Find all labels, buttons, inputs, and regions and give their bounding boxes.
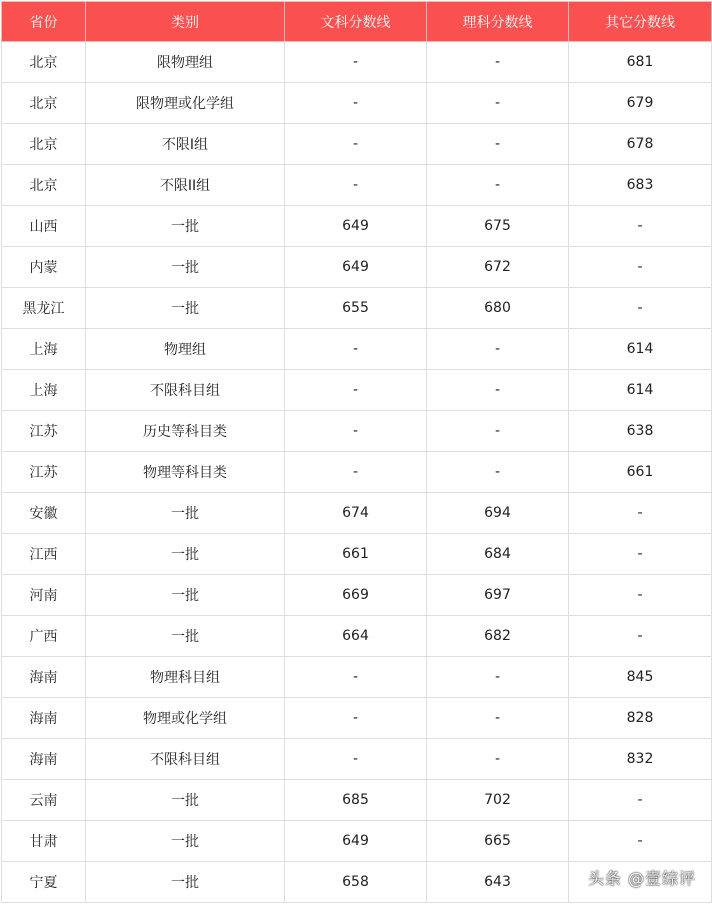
cell-category: 一批 [86, 493, 285, 534]
cell-other-score: 678 [569, 124, 712, 165]
cell-science-score: - [427, 42, 569, 83]
cell-category: 不限科目组 [86, 370, 285, 411]
cell-arts-score: - [285, 124, 427, 165]
table-row [2, 452, 712, 493]
cell-category: 一批 [86, 616, 285, 657]
watermark: 头条 @壹综评 [587, 869, 696, 888]
cell-arts-score: - [285, 370, 427, 411]
cell-category: 不限科目组 [86, 739, 285, 780]
cell-science-score: - [427, 452, 569, 493]
cell-science-score: - [427, 370, 569, 411]
cell-category: 物理等科目类 [86, 452, 285, 493]
cell-other-score: - [569, 534, 712, 575]
cell-other-score: - [569, 247, 712, 288]
cell-other-score: - [569, 288, 712, 329]
cell-other-score: - [569, 616, 712, 657]
cell-arts-score: 649 [285, 821, 427, 862]
cell-province: 甘肃 [2, 821, 86, 862]
table-row [2, 83, 712, 124]
cell-science-score: 643 [427, 862, 569, 903]
cell-category: 一批 [86, 575, 285, 616]
cell-science-score: 675 [427, 206, 569, 247]
cell-science-score: 672 [427, 247, 569, 288]
cell-science-score: 694 [427, 493, 569, 534]
cell-other-score: - [569, 493, 712, 534]
cell-other-score: 845 [569, 657, 712, 698]
cell-province: 上海 [2, 329, 86, 370]
cell-province: 安徽 [2, 493, 86, 534]
cell-province: 北京 [2, 42, 86, 83]
table-row [2, 780, 712, 821]
cell-other-score: 679 [569, 83, 712, 124]
cell-category: 一批 [86, 288, 285, 329]
cell-science-score: - [427, 698, 569, 739]
cell-category: 一批 [86, 206, 285, 247]
cell-arts-score: - [285, 452, 427, 493]
cell-category: 不限II组 [86, 165, 285, 206]
cell-province: 山西 [2, 206, 86, 247]
cell-province: 北京 [2, 165, 86, 206]
cell-arts-score: - [285, 739, 427, 780]
cell-other-score: - [569, 780, 712, 821]
cell-science-score: 682 [427, 616, 569, 657]
cell-science-score: 684 [427, 534, 569, 575]
cell-arts-score: 664 [285, 616, 427, 657]
cell-province: 广西 [2, 616, 86, 657]
table-row [2, 821, 712, 862]
cell-arts-score: 655 [285, 288, 427, 329]
cell-category: 不限I组 [86, 124, 285, 165]
cell-other-score: - [569, 575, 712, 616]
cell-other-score: 832 [569, 739, 712, 780]
cell-category: 历史等科目类 [86, 411, 285, 452]
table-row [2, 698, 712, 739]
cell-province: 北京 [2, 83, 86, 124]
table-row [2, 411, 712, 452]
cell-arts-score: - [285, 165, 427, 206]
table-row [2, 493, 712, 534]
cell-other-score: 683 [569, 165, 712, 206]
cell-science-score: - [427, 83, 569, 124]
cell-arts-score: 669 [285, 575, 427, 616]
cell-arts-score: - [285, 411, 427, 452]
table-row [2, 657, 712, 698]
cell-science-score: - [427, 657, 569, 698]
cell-province: 黑龙江 [2, 288, 86, 329]
cell-category: 物理组 [86, 329, 285, 370]
cell-science-score: 697 [427, 575, 569, 616]
cell-other-score: - [569, 821, 712, 862]
cell-other-score: 661 [569, 452, 712, 493]
cell-other-score: - [569, 206, 712, 247]
cell-category: 限物理组 [86, 42, 285, 83]
header-province: 省份 [2, 2, 86, 42]
cell-science-score: - [427, 739, 569, 780]
cell-arts-score: 649 [285, 247, 427, 288]
header-row [2, 2, 712, 42]
cell-province: 上海 [2, 370, 86, 411]
table-row [2, 288, 712, 329]
cell-arts-score: 674 [285, 493, 427, 534]
cell-arts-score: - [285, 698, 427, 739]
cell-science-score: - [427, 165, 569, 206]
cell-province: 江西 [2, 534, 86, 575]
table-row [2, 370, 712, 411]
cell-arts-score: - [285, 329, 427, 370]
cell-province: 江苏 [2, 411, 86, 452]
cell-category: 一批 [86, 862, 285, 903]
cell-province: 北京 [2, 124, 86, 165]
cell-science-score: 702 [427, 780, 569, 821]
cell-category: 物理或化学组 [86, 698, 285, 739]
cell-province: 海南 [2, 657, 86, 698]
cell-province: 海南 [2, 698, 86, 739]
table-row [2, 247, 712, 288]
cell-arts-score: 649 [285, 206, 427, 247]
cell-province: 河南 [2, 575, 86, 616]
cell-arts-score: - [285, 83, 427, 124]
header-arts-score: 文科分数线 [285, 2, 427, 42]
table-row [2, 616, 712, 657]
cell-arts-score: 661 [285, 534, 427, 575]
cell-science-score: - [427, 411, 569, 452]
cell-category: 一批 [86, 821, 285, 862]
table-row [2, 206, 712, 247]
cell-other-score: 828 [569, 698, 712, 739]
header-category: 类别 [86, 2, 285, 42]
cell-province: 海南 [2, 739, 86, 780]
cell-category: 一批 [86, 534, 285, 575]
cell-province: 云南 [2, 780, 86, 821]
cell-province: 江苏 [2, 452, 86, 493]
cell-science-score: - [427, 124, 569, 165]
cell-arts-score: - [285, 42, 427, 83]
cell-category: 一批 [86, 247, 285, 288]
table-row [2, 739, 712, 780]
score-table [1, 1, 712, 903]
cell-science-score: - [427, 329, 569, 370]
cell-category: 物理科目组 [86, 657, 285, 698]
cell-arts-score: 658 [285, 862, 427, 903]
cell-province: 内蒙 [2, 247, 86, 288]
cell-science-score: 665 [427, 821, 569, 862]
cell-other-score: 614 [569, 370, 712, 411]
cell-arts-score: - [285, 657, 427, 698]
table-row [2, 575, 712, 616]
table-row [2, 42, 712, 83]
cell-province: 宁夏 [2, 862, 86, 903]
header-other-score: 其它分数线 [569, 2, 712, 42]
cell-other-score: 681 [569, 42, 712, 83]
cell-category: 一批 [86, 780, 285, 821]
table-row [2, 534, 712, 575]
cell-other-score: 614 [569, 329, 712, 370]
cell-arts-score: 685 [285, 780, 427, 821]
table-row [2, 124, 712, 165]
cell-other-score: 638 [569, 411, 712, 452]
cell-category: 限物理或化学组 [86, 83, 285, 124]
table-row [2, 329, 712, 370]
cell-science-score: 680 [427, 288, 569, 329]
table-row [2, 165, 712, 206]
header-science-score: 理科分数线 [427, 2, 569, 42]
